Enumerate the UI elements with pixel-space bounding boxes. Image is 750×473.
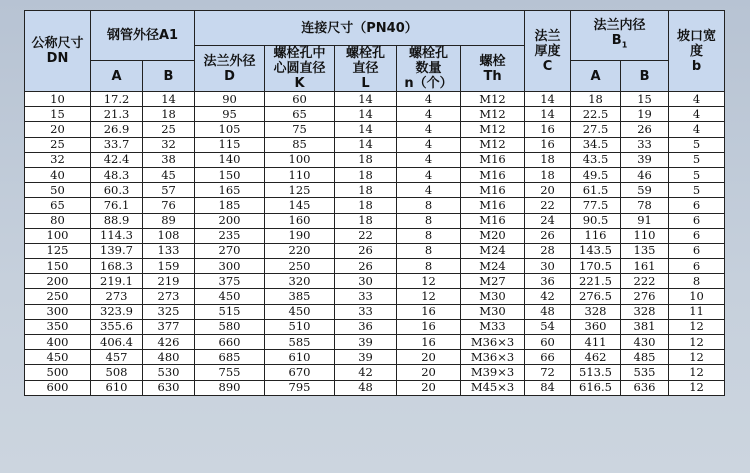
cell-pipe-a: 88.9: [91, 213, 143, 228]
cell-dn: 300: [25, 304, 91, 319]
cell-bevel: 11: [669, 304, 725, 319]
cell-id-a: 43.5: [571, 152, 621, 167]
cell-thickness: 72: [525, 365, 571, 380]
cell-id-a: 61.5: [571, 183, 621, 198]
cell-id-a: 328: [571, 304, 621, 319]
cell-dn: 450: [25, 350, 91, 365]
cell-bolt-hole: 39: [335, 335, 397, 350]
cell-bolt-circle: 190: [265, 228, 335, 243]
cell-id-a: 221.5: [571, 274, 621, 289]
table-row: [25, 228, 725, 243]
cell-bolt-hole: 36: [335, 319, 397, 334]
cell-id-b: 91: [621, 213, 669, 228]
table-row: [25, 335, 725, 350]
table-row: [25, 319, 725, 334]
cell-pipe-a: 457: [91, 350, 143, 365]
cell-bolt-hole: 14: [335, 107, 397, 122]
cell-bolt-count: 4: [397, 122, 461, 137]
cell-bolt: M12: [461, 107, 525, 122]
cell-bolt-hole: 18: [335, 198, 397, 213]
cell-flange-od: 115: [195, 137, 265, 152]
cell-bolt: M39×3: [461, 365, 525, 380]
cell-id-a: 18: [571, 92, 621, 107]
cell-pipe-a: 355.6: [91, 319, 143, 334]
flange-dimension-table: [24, 10, 725, 396]
cell-pipe-b: 25: [143, 122, 195, 137]
cell-id-b: 78: [621, 198, 669, 213]
cell-bolt-count: 4: [397, 137, 461, 152]
header-pipe-a: A: [91, 61, 143, 92]
cell-bolt-circle: 250: [265, 259, 335, 274]
cell-bevel: 8: [669, 274, 725, 289]
table-row: [25, 243, 725, 258]
cell-flange-od: 450: [195, 289, 265, 304]
cell-bolt-hole: 14: [335, 92, 397, 107]
cell-bolt-hole: 14: [335, 122, 397, 137]
cell-flange-od: 660: [195, 335, 265, 350]
cell-dn: 50: [25, 183, 91, 198]
cell-bolt-hole: 18: [335, 167, 397, 182]
cell-id-b: 276: [621, 289, 669, 304]
cell-bolt: M24: [461, 243, 525, 258]
cell-dn: 125: [25, 243, 91, 258]
cell-id-a: 616.5: [571, 380, 621, 395]
cell-dn: 40: [25, 167, 91, 182]
cell-bolt-circle: 145: [265, 198, 335, 213]
header-bolt-count: [397, 46, 461, 92]
cell-pipe-b: 89: [143, 213, 195, 228]
cell-flange-od: 105: [195, 122, 265, 137]
header-dn: [25, 11, 91, 92]
header-id-b: B: [621, 61, 669, 92]
cell-pipe-b: 108: [143, 228, 195, 243]
cell-id-a: 49.5: [571, 167, 621, 182]
cell-pipe-a: 610: [91, 380, 143, 395]
cell-bolt-count: 16: [397, 319, 461, 334]
cell-thickness: 42: [525, 289, 571, 304]
cell-pipe-a: 17.2: [91, 92, 143, 107]
cell-thickness: 36: [525, 274, 571, 289]
cell-bolt-circle: 220: [265, 243, 335, 258]
cell-id-b: 110: [621, 228, 669, 243]
cell-bolt-hole: 26: [335, 243, 397, 258]
header-id-a: A: [571, 61, 621, 92]
cell-bolt-count: 8: [397, 259, 461, 274]
cell-bolt-circle: 60: [265, 92, 335, 107]
cell-flange-od: 200: [195, 213, 265, 228]
cell-id-b: 222: [621, 274, 669, 289]
header-flange-id-symbol: $B_1$: [611, 33, 628, 50]
cell-pipe-a: 60.3: [91, 183, 143, 198]
cell-pipe-b: 14: [143, 92, 195, 107]
cell-bolt-hole: 14: [335, 137, 397, 152]
cell-id-b: 46: [621, 167, 669, 182]
cell-bolt-hole: 18: [335, 213, 397, 228]
cell-id-a: 143.5: [571, 243, 621, 258]
cell-id-a: 90.5: [571, 213, 621, 228]
header-pipe-b: B: [143, 61, 195, 92]
cell-thickness: 18: [525, 152, 571, 167]
cell-bolt: M20: [461, 228, 525, 243]
cell-bolt-count: 12: [397, 274, 461, 289]
header-bevel: [669, 11, 725, 92]
cell-id-b: 59: [621, 183, 669, 198]
cell-bolt-circle: 100: [265, 152, 335, 167]
cell-pipe-b: 32: [143, 137, 195, 152]
cell-pipe-b: 426: [143, 335, 195, 350]
cell-bolt-hole: 42: [335, 365, 397, 380]
cell-pipe-a: 273: [91, 289, 143, 304]
cell-thickness: 48: [525, 304, 571, 319]
cell-pipe-b: 325: [143, 304, 195, 319]
cell-bolt-circle: 450: [265, 304, 335, 319]
cell-bolt-count: 4: [397, 167, 461, 182]
cell-pipe-a: 114.3: [91, 228, 143, 243]
header-bolt-label: 螺栓: [479, 53, 506, 69]
cell-thickness: 28: [525, 243, 571, 258]
cell-pipe-a: 21.3: [91, 107, 143, 122]
header-bolt-symbol: Th: [483, 68, 502, 84]
cell-dn: 80: [25, 213, 91, 228]
cell-bolt: M16: [461, 183, 525, 198]
cell-flange-od: 185: [195, 198, 265, 213]
cell-pipe-a: 139.7: [91, 243, 143, 258]
cell-dn: 150: [25, 259, 91, 274]
cell-pipe-a: 508: [91, 365, 143, 380]
header-bolt-hole: [335, 46, 397, 92]
cell-flange-od: 140: [195, 152, 265, 167]
table-row: [25, 183, 725, 198]
cell-thickness: 24: [525, 213, 571, 228]
cell-flange-od: 580: [195, 319, 265, 334]
cell-id-a: 462: [571, 350, 621, 365]
cell-pipe-a: 76.1: [91, 198, 143, 213]
cell-id-b: 485: [621, 350, 669, 365]
header-flange-od: [195, 46, 265, 92]
cell-pipe-b: 480: [143, 350, 195, 365]
cell-bolt: M16: [461, 213, 525, 228]
cell-bevel: 4: [669, 122, 725, 137]
cell-bolt-circle: 320: [265, 274, 335, 289]
header-thickness-label: 法兰厚度: [534, 28, 561, 59]
cell-bolt-circle: 510: [265, 319, 335, 334]
cell-bolt-circle: 795: [265, 380, 335, 395]
cell-bolt-circle: 110: [265, 167, 335, 182]
cell-flange-od: 270: [195, 243, 265, 258]
cell-dn: 400: [25, 335, 91, 350]
cell-id-b: 328: [621, 304, 669, 319]
cell-dn: 32: [25, 152, 91, 167]
cell-dn: 100: [25, 228, 91, 243]
cell-bolt-circle: 610: [265, 350, 335, 365]
cell-thickness: 60: [525, 335, 571, 350]
cell-pipe-b: 273: [143, 289, 195, 304]
cell-pipe-a: 323.9: [91, 304, 143, 319]
cell-bolt: M30: [461, 289, 525, 304]
cell-flange-od: 515: [195, 304, 265, 319]
cell-id-a: 77.5: [571, 198, 621, 213]
cell-pipe-b: 18: [143, 107, 195, 122]
cell-pipe-a: 219.1: [91, 274, 143, 289]
cell-bolt-circle: 125: [265, 183, 335, 198]
cell-flange-od: 165: [195, 183, 265, 198]
cell-id-b: 430: [621, 335, 669, 350]
table-body: [25, 92, 725, 396]
table-row: [25, 259, 725, 274]
cell-bevel: 6: [669, 198, 725, 213]
table-row: [25, 213, 725, 228]
cell-flange-od: 890: [195, 380, 265, 395]
header-bevel-symbol: b: [691, 58, 702, 74]
cell-id-a: 360: [571, 319, 621, 334]
header-bolt: [461, 46, 525, 92]
cell-bolt-hole: 48: [335, 380, 397, 395]
cell-id-b: 15: [621, 92, 669, 107]
cell-bolt: M33: [461, 319, 525, 334]
cell-pipe-a: 33.7: [91, 137, 143, 152]
cell-dn: 10: [25, 92, 91, 107]
cell-bevel: 5: [669, 183, 725, 198]
cell-flange-od: 95: [195, 107, 265, 122]
cell-id-b: 26: [621, 122, 669, 137]
cell-id-a: 34.5: [571, 137, 621, 152]
cell-bolt: M36×3: [461, 350, 525, 365]
cell-id-b: 33: [621, 137, 669, 152]
cell-bolt-circle: 85: [265, 137, 335, 152]
cell-id-b: 19: [621, 107, 669, 122]
cell-thickness: 30: [525, 259, 571, 274]
cell-pipe-a: 406.4: [91, 335, 143, 350]
cell-bolt: M12: [461, 92, 525, 107]
cell-flange-od: 90: [195, 92, 265, 107]
header-flange-od-symbol: D: [224, 68, 235, 84]
cell-bolt-count: 16: [397, 335, 461, 350]
header-bolt-count-label: 螺栓孔数量: [409, 46, 449, 76]
cell-id-b: 535: [621, 365, 669, 380]
cell-id-b: 161: [621, 259, 669, 274]
cell-thickness: 18: [525, 167, 571, 182]
table-row: [25, 365, 725, 380]
cell-pipe-a: 168.3: [91, 259, 143, 274]
cell-bolt-hole: 33: [335, 289, 397, 304]
cell-bevel: 4: [669, 92, 725, 107]
cell-bolt-circle: 160: [265, 213, 335, 228]
cell-bolt: M12: [461, 122, 525, 137]
header-bolt-count-symbol: n（个）: [404, 76, 453, 91]
cell-thickness: 84: [525, 380, 571, 395]
cell-pipe-a: 26.9: [91, 122, 143, 137]
cell-pipe-b: 45: [143, 167, 195, 182]
cell-bolt: M27: [461, 274, 525, 289]
cell-id-b: 636: [621, 380, 669, 395]
cell-bolt: M16: [461, 152, 525, 167]
cell-bolt-count: 16: [397, 304, 461, 319]
cell-dn: 250: [25, 289, 91, 304]
cell-bevel: 12: [669, 380, 725, 395]
cell-bolt: M30: [461, 304, 525, 319]
cell-dn: 65: [25, 198, 91, 213]
table-row: [25, 304, 725, 319]
header-dn-symbol: DN: [46, 51, 69, 66]
cell-flange-od: 375: [195, 274, 265, 289]
header-thickness: [525, 11, 571, 92]
cell-bolt-hole: 18: [335, 152, 397, 167]
cell-thickness: 16: [525, 122, 571, 137]
cell-bevel: 12: [669, 335, 725, 350]
cell-id-a: 116: [571, 228, 621, 243]
header-flange-id: [571, 11, 669, 61]
cell-bolt-count: 8: [397, 198, 461, 213]
cell-thickness: 66: [525, 350, 571, 365]
cell-bolt: M45×3: [461, 380, 525, 395]
cell-bolt-count: 20: [397, 350, 461, 365]
cell-bevel: 10: [669, 289, 725, 304]
cell-thickness: 14: [525, 107, 571, 122]
cell-bolt-circle: 65: [265, 107, 335, 122]
cell-pipe-b: 38: [143, 152, 195, 167]
cell-bolt: M36×3: [461, 335, 525, 350]
cell-dn: 20: [25, 122, 91, 137]
cell-bolt-hole: 30: [335, 274, 397, 289]
cell-bevel: 5: [669, 167, 725, 182]
header-bolt-circle-symbol: K: [294, 76, 305, 91]
cell-bolt-circle: 75: [265, 122, 335, 137]
flange-dimension-table-wrapper: [24, 10, 724, 396]
table-row: [25, 380, 725, 395]
table-row: [25, 167, 725, 182]
cell-thickness: 20: [525, 183, 571, 198]
cell-id-a: 513.5: [571, 365, 621, 380]
cell-bevel: 6: [669, 213, 725, 228]
cell-pipe-b: 530: [143, 365, 195, 380]
cell-thickness: 26: [525, 228, 571, 243]
cell-flange-od: 150: [195, 167, 265, 182]
cell-id-a: 276.5: [571, 289, 621, 304]
cell-dn: 15: [25, 107, 91, 122]
cell-flange-od: 685: [195, 350, 265, 365]
cell-flange-od: 235: [195, 228, 265, 243]
cell-bevel: 12: [669, 319, 725, 334]
cell-bolt-count: 8: [397, 213, 461, 228]
header-pipe-od: 钢管外径A1: [91, 11, 195, 61]
cell-pipe-a: 48.3: [91, 167, 143, 182]
table-row: [25, 107, 725, 122]
cell-bolt-count: 20: [397, 380, 461, 395]
cell-pipe-b: 219: [143, 274, 195, 289]
cell-bolt-count: 8: [397, 228, 461, 243]
cell-id-a: 170.5: [571, 259, 621, 274]
header-bolt-hole-label: 螺栓孔直径: [346, 46, 386, 76]
cell-bolt-count: 4: [397, 107, 461, 122]
cell-pipe-b: 133: [143, 243, 195, 258]
header-bolt-circle-label: 螺栓孔中心圆直径: [273, 46, 326, 76]
cell-thickness: 22: [525, 198, 571, 213]
cell-id-b: 39: [621, 152, 669, 167]
cell-pipe-b: 159: [143, 259, 195, 274]
cell-id-a: 411: [571, 335, 621, 350]
header-connection: 连接尺寸（PN40）: [195, 11, 525, 46]
cell-flange-od: 755: [195, 365, 265, 380]
cell-flange-od: 300: [195, 259, 265, 274]
cell-bevel: 6: [669, 228, 725, 243]
cell-bolt: M12: [461, 137, 525, 152]
cell-bevel: 12: [669, 350, 725, 365]
cell-pipe-b: 377: [143, 319, 195, 334]
cell-dn: 500: [25, 365, 91, 380]
cell-bolt-count: 12: [397, 289, 461, 304]
table-row: [25, 350, 725, 365]
cell-bolt-count: 8: [397, 243, 461, 258]
cell-pipe-b: 57: [143, 183, 195, 198]
table-row: [25, 274, 725, 289]
cell-bolt-hole: 22: [335, 228, 397, 243]
cell-thickness: 54: [525, 319, 571, 334]
cell-bolt-hole: 18: [335, 183, 397, 198]
cell-bolt-count: 20: [397, 365, 461, 380]
cell-pipe-b: 76: [143, 198, 195, 213]
table-row: [25, 92, 725, 107]
cell-bolt-circle: 385: [265, 289, 335, 304]
cell-bolt-count: 4: [397, 152, 461, 167]
header-thickness-symbol: C: [542, 58, 553, 74]
cell-bolt: M24: [461, 259, 525, 274]
cell-thickness: 16: [525, 137, 571, 152]
cell-dn: 350: [25, 319, 91, 334]
header-flange-id-label: 法兰内径: [593, 18, 646, 34]
cell-dn: 600: [25, 380, 91, 395]
cell-bolt-count: 4: [397, 183, 461, 198]
cell-bolt-hole: 26: [335, 259, 397, 274]
cell-pipe-b: 630: [143, 380, 195, 395]
table-row: [25, 137, 725, 152]
cell-bevel: 12: [669, 365, 725, 380]
cell-id-b: 135: [621, 243, 669, 258]
cell-bevel: 6: [669, 243, 725, 258]
cell-bolt: M16: [461, 198, 525, 213]
cell-pipe-a: 42.4: [91, 152, 143, 167]
header-bolt-hole-symbol: L: [361, 76, 370, 91]
cell-dn: 25: [25, 137, 91, 152]
header-dn-label: 公称尺寸: [31, 36, 84, 51]
cell-id-b: 381: [621, 319, 669, 334]
cell-bevel: 4: [669, 107, 725, 122]
header-bevel-label: 坡口宽度: [677, 28, 717, 59]
cell-bolt-hole: 39: [335, 350, 397, 365]
cell-thickness: 14: [525, 92, 571, 107]
cell-id-a: 22.5: [571, 107, 621, 122]
cell-bevel: 6: [669, 259, 725, 274]
table-row: [25, 198, 725, 213]
cell-bevel: 5: [669, 152, 725, 167]
cell-bolt-count: 4: [397, 92, 461, 107]
cell-bolt-circle: 585: [265, 335, 335, 350]
header-flange-od-label: 法兰外径: [203, 53, 256, 69]
table-row: [25, 122, 725, 137]
header-bolt-circle: [265, 46, 335, 92]
table-row: [25, 289, 725, 304]
cell-bolt-circle: 670: [265, 365, 335, 380]
table-row: [25, 152, 725, 167]
cell-bevel: 5: [669, 137, 725, 152]
cell-id-a: 27.5: [571, 122, 621, 137]
cell-dn: 200: [25, 274, 91, 289]
cell-bolt: M16: [461, 167, 525, 182]
cell-bolt-hole: 33: [335, 304, 397, 319]
